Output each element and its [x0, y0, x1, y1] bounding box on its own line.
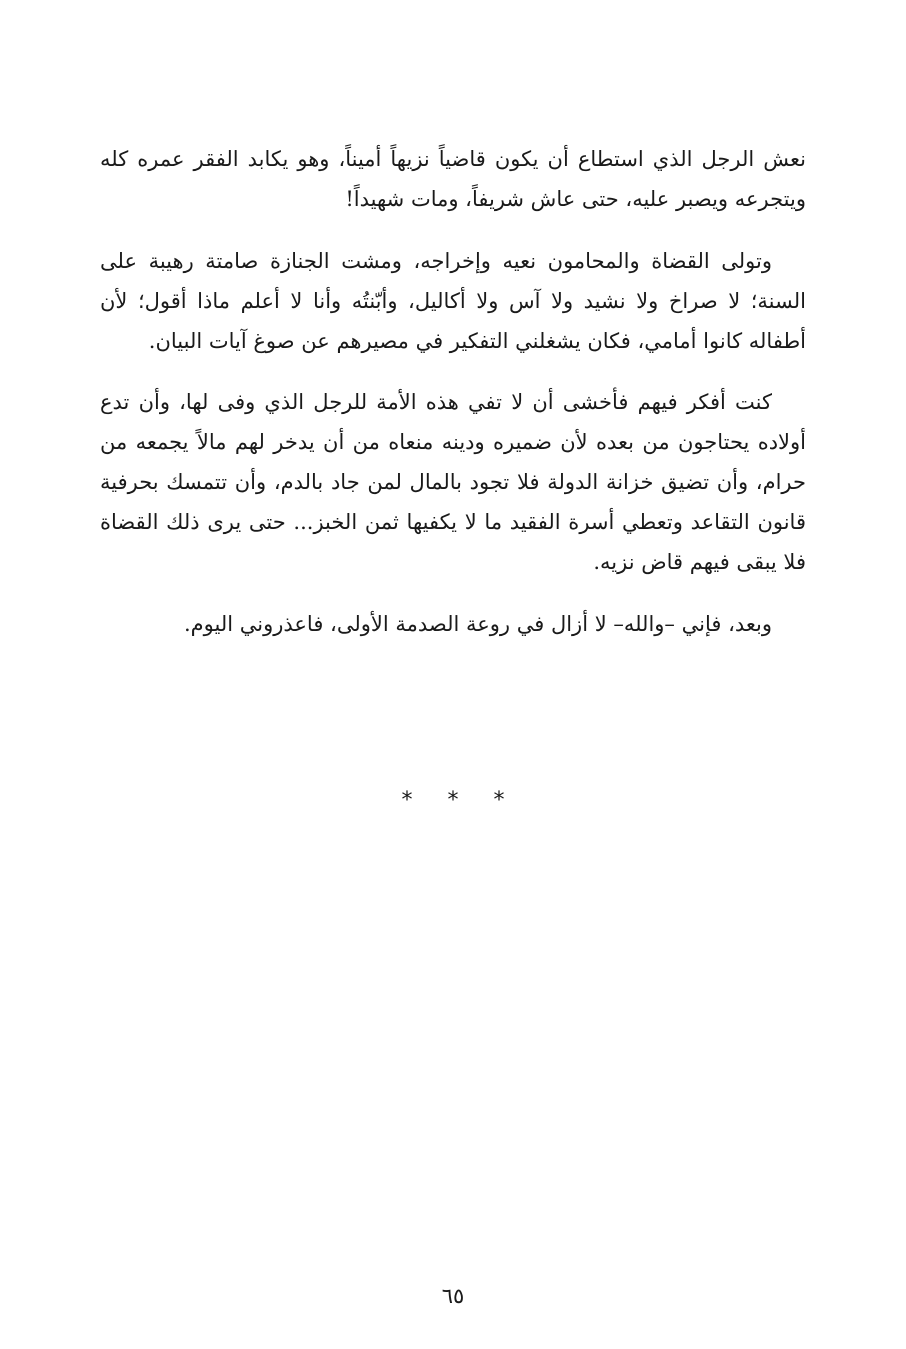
page-number: ٦٥: [441, 1284, 465, 1308]
section-separator: [0, 788, 906, 813]
paragraph-1: نعش الرجل الذي استطاع أن يكون قاضياً نزيهاً أميناً، وهو يكابد الفقر عمره كله ويتجرعه ويصبر عليه، حتى عاش شريفاً، ومات شهيداً!: [100, 147, 806, 211]
paragraph-2: وتولى القضاة والمحامون نعيه وإخراجه، ومشت الجنازة صامتة رهيبة على السنة؛ لا صراخ ولا نشيد ولا آس ولا أكاليل، وأبّنتُه وأنا لا أعلم ماذا أقول؛ لأن أطفاله كانوا أمامي، فكان يشغلني التفكير في مصيرهم عن صوغ آيات البيان.: [100, 248, 806, 353]
body-text: [100, 140, 806, 667]
paragraph-4: وبعد، فإني –والله– لا أزال في روعة الصدمة الأولى، فاعذروني اليوم.: [183, 611, 772, 636]
paragraph-3: كنت أفكر فيهم فأخشى أن لا تفي هذه الأمة للرجل الذي وفى لها، وأن تدع أولاده يحتاجون من بعده لأن ضميره ودينه منعاه من أن يدخر لهم مالاً يجمعه من حرام، وأن تضيق خزانة الدولة فلا تجود بالمال لمن جاد بالدم، وأن تتمسك بحرفية قانون التقاعد وتعطي أسرة الفقيد ما لا يكفيها ثمن الخبز... حتى يرى ذلك القضاة فلا يبقى فيهم قاض نزيه.: [100, 390, 806, 575]
separator-asterisk: *: [447, 788, 459, 813]
separator-asterisk: *: [493, 788, 505, 813]
separator-asterisk: *: [401, 788, 413, 813]
